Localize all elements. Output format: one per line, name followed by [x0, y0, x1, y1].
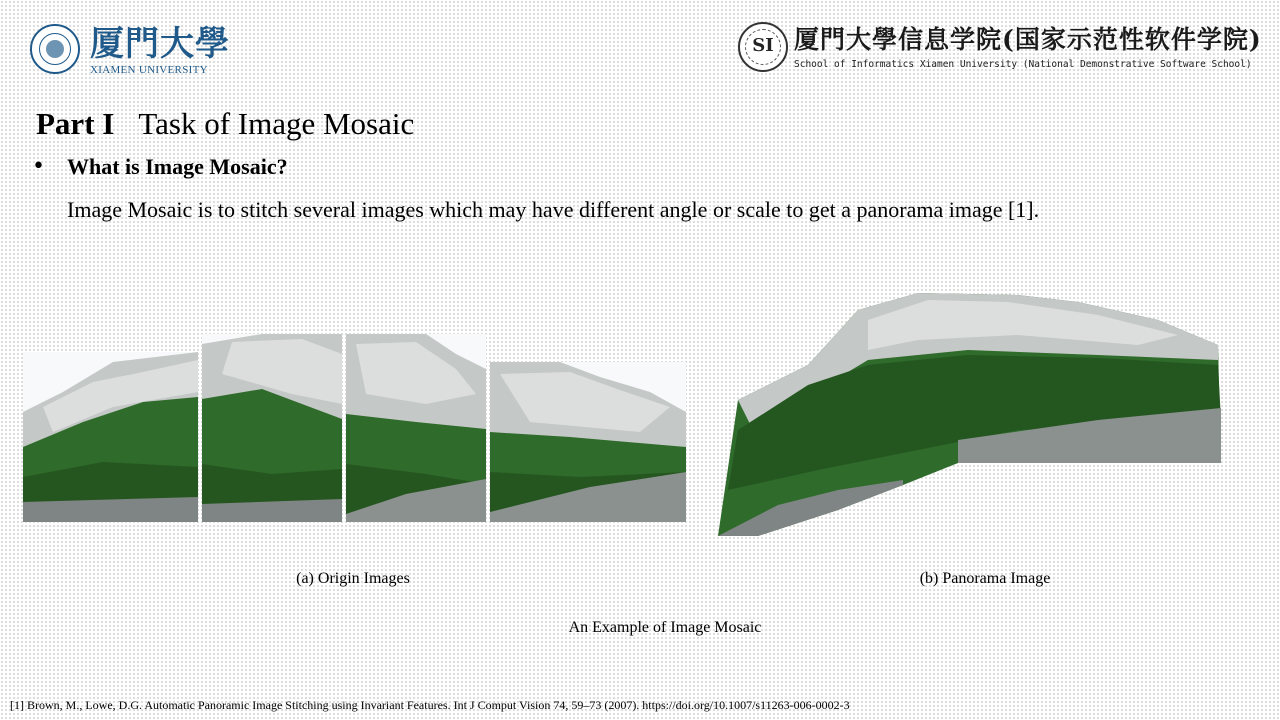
bullet-answer: Image Mosaic is to stitch several images which may have different angle or scale to get a panorama image [1]. — [67, 197, 1040, 222]
origin-image-4 — [490, 362, 686, 522]
caption-origin-images: (a) Origin Images — [296, 570, 410, 587]
school-of-informatics-logo — [738, 22, 1262, 76]
bullet-icon: • — [32, 154, 45, 179]
school-name-cn: 厦門大學信息学院(国家示范性软件学院) — [794, 25, 1262, 54]
part-label: Part I — [36, 106, 115, 141]
school-seal-icon: SI — [738, 22, 788, 72]
university-name-cn: 厦門大學 — [90, 24, 230, 64]
xiamen-university-logo — [30, 24, 230, 80]
origin-image-3 — [346, 334, 486, 522]
university-name-en: XIAMEN UNIVERSITY — [90, 64, 208, 76]
origin-image-2 — [202, 334, 342, 522]
university-seal-icon — [30, 24, 80, 74]
caption-panorama-image: (b) Panorama Image — [919, 570, 1051, 587]
bullet-question: What is Image Mosaic? — [67, 154, 288, 179]
panorama-image — [718, 290, 1228, 536]
figure-caption: An Example of Image Mosaic — [568, 619, 762, 636]
slide-title — [36, 106, 414, 142]
title-text: Task of Image Mosaic — [138, 106, 415, 141]
origin-image-1 — [23, 352, 198, 522]
reference-footnote: [1] Brown, M., Lowe, D.G. Automatic Panoramic Image Stitching using Invariant Features. Int J Comput Vision 74, 59–73 (2007). https://doi.org/10.1007/s11263-006-0002-3 — [10, 698, 850, 712]
school-name-en: School of Informatics Xiamen University (National Demonstrative Software School) — [794, 59, 1252, 70]
